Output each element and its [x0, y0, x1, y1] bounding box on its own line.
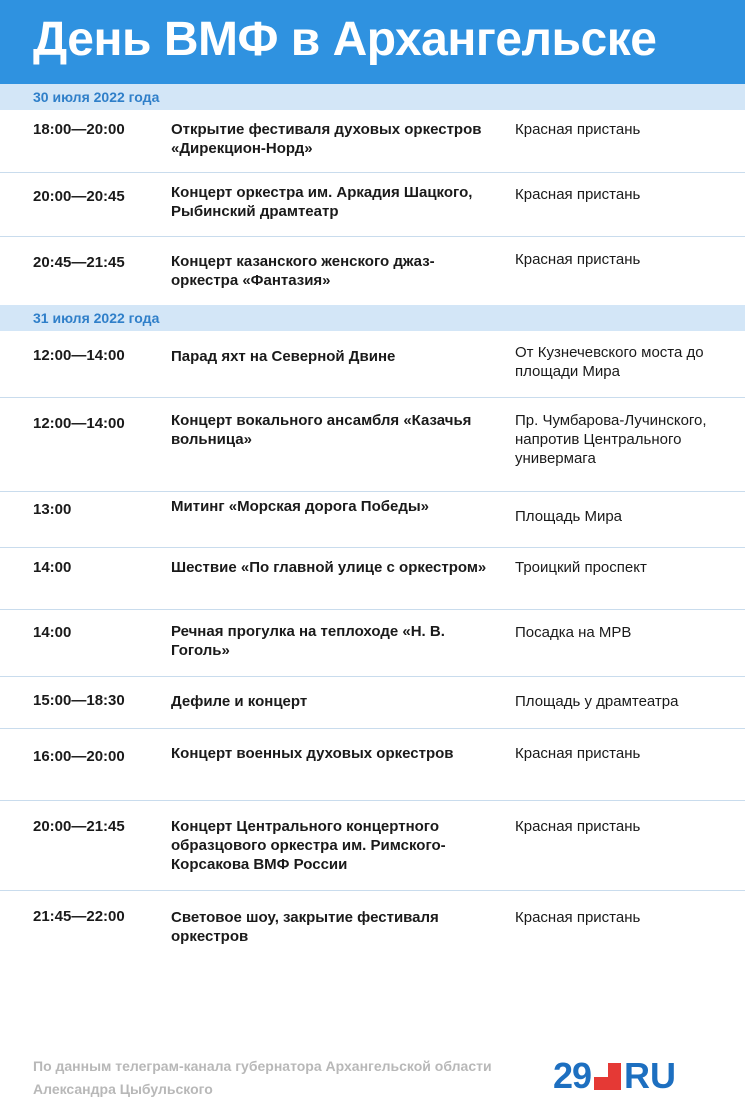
event-title: Концерт военных духовых оркестров [171, 745, 454, 762]
event-time: 13:00 [33, 501, 72, 518]
event-row [0, 677, 745, 728]
event-time: 20:45—21:45 [33, 254, 125, 271]
event-row [0, 173, 745, 235]
source-note: По данным телеграм-канала губернатора Архангельской области Александра Цыбульского [33, 1058, 492, 1097]
event-time: 18:00—20:00 [33, 121, 125, 138]
event-row [0, 801, 745, 890]
event-row [0, 398, 745, 491]
event-time: 14:00 [33, 559, 72, 576]
event-title: Речная прогулка на теплоходе «Н. В. Гоголь» [171, 623, 445, 659]
event-time: 21:45—22:00 [33, 908, 125, 925]
event-time: 15:00—18:30 [33, 692, 125, 709]
event-place: Красная пристань [515, 251, 641, 268]
event-title: Парад яхт на Северной Двине [171, 348, 396, 365]
event-row [0, 610, 745, 676]
event-row [0, 891, 745, 961]
event-time: 20:00—21:45 [33, 818, 125, 835]
event-place: От Кузнечевского моста до площади Мира [515, 344, 704, 380]
date-bar-day-1 [0, 84, 745, 110]
date-bar-day-2 [0, 305, 745, 331]
event-title: Концерт казанского женского джаз-оркестра «Фантазия» [171, 253, 435, 289]
page-title: День ВМФ в Архангельске [33, 13, 657, 66]
event-row [0, 548, 745, 609]
date-label: 30 июля 2022 года [33, 89, 160, 105]
event-place: Красная пристань [515, 745, 641, 762]
event-time: 12:00—14:00 [33, 347, 125, 364]
event-title: Концерт Центрального концертного образцового оркестра им. Римского-Корсакова ВМФ России [171, 818, 446, 873]
event-place: Площадь у драмтеатра [515, 693, 679, 710]
event-row [0, 729, 745, 800]
event-place: Посадка на МРВ [515, 624, 632, 641]
event-row [0, 110, 745, 172]
event-place: Площадь Мира [515, 508, 623, 525]
logo-suffix: RU [624, 1055, 677, 1096]
logo-number: 29 [553, 1055, 592, 1096]
event-place: Красная пристань [515, 818, 641, 835]
event-time: 14:00 [33, 624, 72, 641]
event-title: Митинг «Морская дорога Победы» [171, 498, 430, 515]
event-time: 16:00—20:00 [33, 748, 125, 765]
event-title: Световое шоу, закрытие фестиваля оркестров [171, 909, 439, 945]
event-row [0, 237, 745, 305]
event-title: Шествие «По главной улице с оркестром» [171, 559, 487, 576]
event-place: Красная пристань [515, 186, 641, 203]
event-place: Пр. Чумбарова-Лучинского, напротив Центрального универмага [515, 412, 707, 467]
event-time: 12:00—14:00 [33, 415, 125, 432]
event-title: Дефиле и концерт [171, 693, 308, 710]
event-title: Концерт оркестра им. Аркадия Шацкого, Рыбинский драмтеатр [171, 184, 473, 220]
event-place: Красная пристань [515, 909, 641, 926]
event-place: Красная пристань [515, 121, 641, 138]
event-title: Концерт вокального ансамбля «Казачья вольница» [171, 412, 472, 448]
event-time: 20:00—20:45 [33, 188, 125, 205]
event-row [0, 492, 745, 547]
event-row [0, 331, 745, 397]
event-place: Троицкий проспект [515, 559, 647, 576]
date-label: 31 июля 2022 года [33, 310, 160, 326]
logo-square-icon [594, 1063, 621, 1090]
page-header [0, 0, 745, 84]
brand-logo[interactable] [553, 1055, 677, 1096]
event-title: Открытие фестиваля духовых оркестров «Дирекцион-Норд» [171, 121, 482, 157]
